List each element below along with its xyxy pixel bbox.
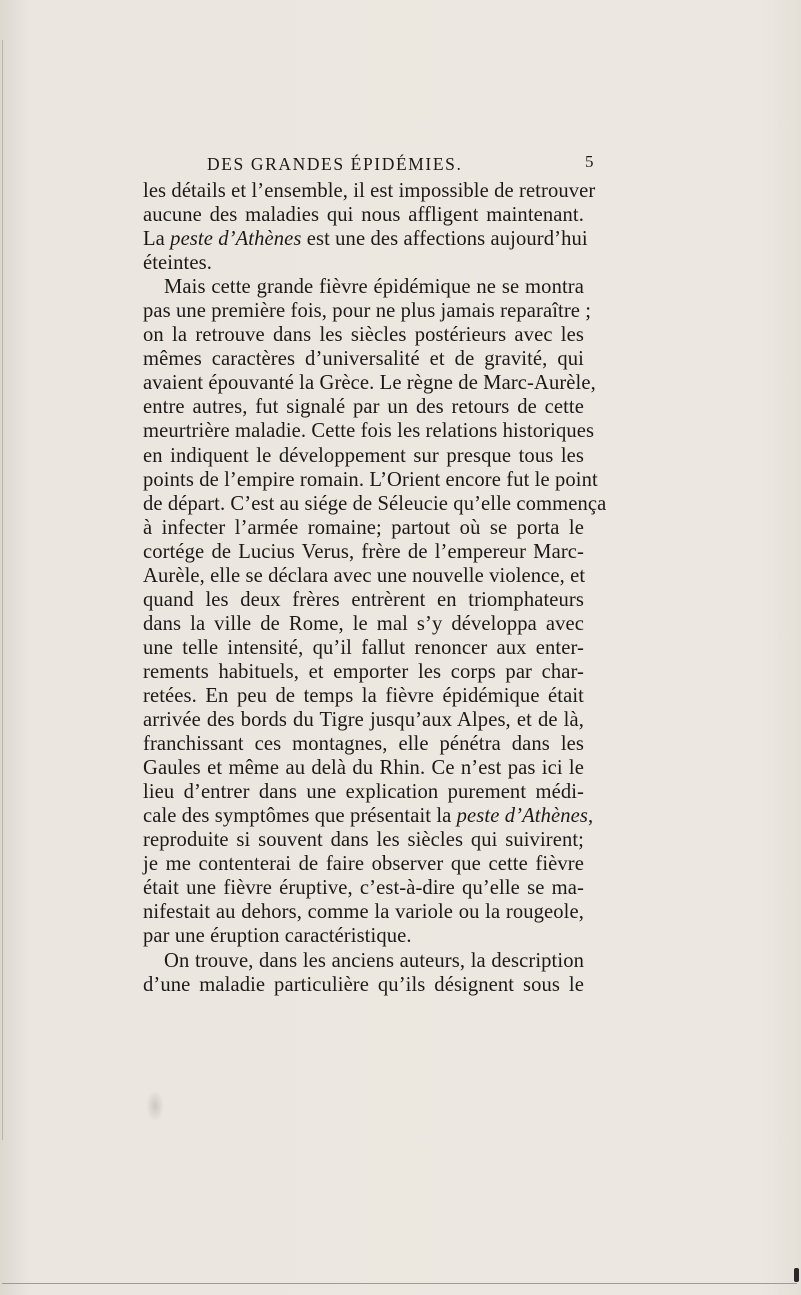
text-line (143, 492, 607, 516)
text-segment: nifestait au dehors, comme la variole ou la rougeole, (143, 901, 584, 924)
body-text (143, 179, 607, 997)
text-segment: entre autres, fut signalé par un des retours de cette (143, 396, 584, 419)
text-segment: On trouve, dans les anciens auteurs, la description (164, 949, 584, 972)
text-segment: quand les deux frères entrèrent en triomphateurs (143, 588, 584, 611)
text-segment: je me contenterai de faire observer que cette fièvre (143, 853, 584, 876)
text-line (143, 251, 584, 275)
text-line (143, 732, 584, 756)
running-header: DES GRANDES ÉPIDÉMIES. (207, 154, 463, 174)
text-segment: points de l’empire romain. L’Orient encore fut le point (143, 468, 598, 491)
text-segment: à infecter l’armée romaine; partout où se porta le (143, 516, 584, 539)
text-segment: franchissant ces montagnes, elle pénétra dans les (143, 733, 584, 756)
text-line (143, 371, 596, 395)
text-segment: reproduite si souvent dans les siècles qui suivirent; (143, 829, 584, 852)
text-segment: de départ. C’est au siége de Séleucie qu’elle commença (143, 492, 607, 515)
text-segment: meurtrière maladie. Cette fois les relations historiques (143, 420, 595, 443)
text-segment: avaient épouvanté la Grèce. Le règne de Marc-Aurèle, (143, 372, 596, 395)
page-number: 5 (585, 152, 594, 171)
text-line (143, 347, 584, 371)
text-line (143, 203, 584, 227)
text-line (143, 804, 594, 828)
text-line (143, 564, 584, 588)
text-line (143, 900, 584, 924)
text-line (143, 179, 596, 203)
text-segment: Mais cette grande fièvre épidémique ne se montra (164, 276, 584, 299)
text-line (143, 949, 584, 973)
text-segment: en indiquent le développement sur presque tous les (143, 444, 584, 467)
text-line (143, 756, 584, 780)
italic-text: peste d’Athènes (170, 228, 302, 251)
text-line (143, 299, 592, 323)
text-segment: pas une première fois, pour ne plus jamais reparaître ; (143, 300, 592, 323)
text-line (143, 612, 584, 636)
paper-smudge (146, 1090, 164, 1122)
text-line (143, 323, 584, 347)
text-line (143, 419, 595, 443)
text-segment: était une fièvre éruptive, c’est-à-dire qu’elle se ma- (143, 877, 584, 900)
text-line (143, 275, 584, 299)
text-segment: , (587, 805, 594, 828)
text-line (143, 684, 584, 708)
text-segment: une telle intensité, qu’il fallut renoncer aux enter- (143, 636, 584, 659)
text-segment: aucune des maladies qui nous affligent maintenant. (143, 204, 584, 227)
text-segment: mêmes caractères d’universalité et de gravité, qui (143, 348, 584, 371)
text-segment: est une des affections aujourd’hui (301, 228, 588, 251)
italic-text: peste d’Athènes (456, 805, 588, 828)
text-segment: rements habituels, et emporter les corps par char- (143, 660, 584, 683)
text-line (143, 852, 584, 876)
text-line (143, 444, 584, 468)
text-segment: Aurèle, elle se déclara avec une nouvelle violence, et (143, 564, 586, 587)
text-line (143, 828, 584, 852)
text-line (143, 227, 588, 251)
text-segment: éteintes. (143, 252, 212, 275)
text-segment: Gaules et même au delà du Rhin. Ce n’est pas ici le (143, 757, 584, 780)
text-segment: d’une maladie particulière qu’ils désignent sous le (143, 973, 584, 996)
text-line (143, 468, 598, 492)
text-segment: dans la ville de Rome, le mal s’y développa avec (143, 612, 584, 635)
text-segment: La (143, 228, 171, 251)
text-segment: cortége de Lucius Verus, frère de l’empereur Marc- (143, 540, 584, 563)
text-line (143, 924, 584, 948)
text-line (143, 660, 584, 684)
text-segment: cale des symptômes que présentait la (143, 805, 457, 828)
binding-edge (2, 40, 3, 1140)
text-line (143, 708, 584, 732)
text-line (143, 540, 584, 564)
page-bottom-edge (2, 1283, 797, 1284)
text-line (143, 973, 584, 997)
text-segment: arrivée des bords du Tigre jusqu’aux Alpes, et de là, (143, 709, 584, 732)
text-line (143, 780, 584, 804)
text-line (143, 516, 584, 540)
corner-mark (794, 1268, 799, 1282)
text-segment: les détails et l’ensemble, il est impossible de retrouver (143, 180, 596, 202)
text-segment: on la retrouve dans les siècles postérieurs avec les (143, 324, 584, 347)
text-line (143, 588, 584, 612)
text-segment: par une éruption caractéristique. (143, 925, 412, 948)
text-line (143, 876, 584, 900)
text-line (143, 636, 584, 660)
text-segment: lieu d’entrer dans une explication purement médi- (143, 781, 584, 804)
text-segment: retées. En peu de temps la fièvre épidémique était (143, 684, 584, 707)
text-line (143, 395, 584, 419)
